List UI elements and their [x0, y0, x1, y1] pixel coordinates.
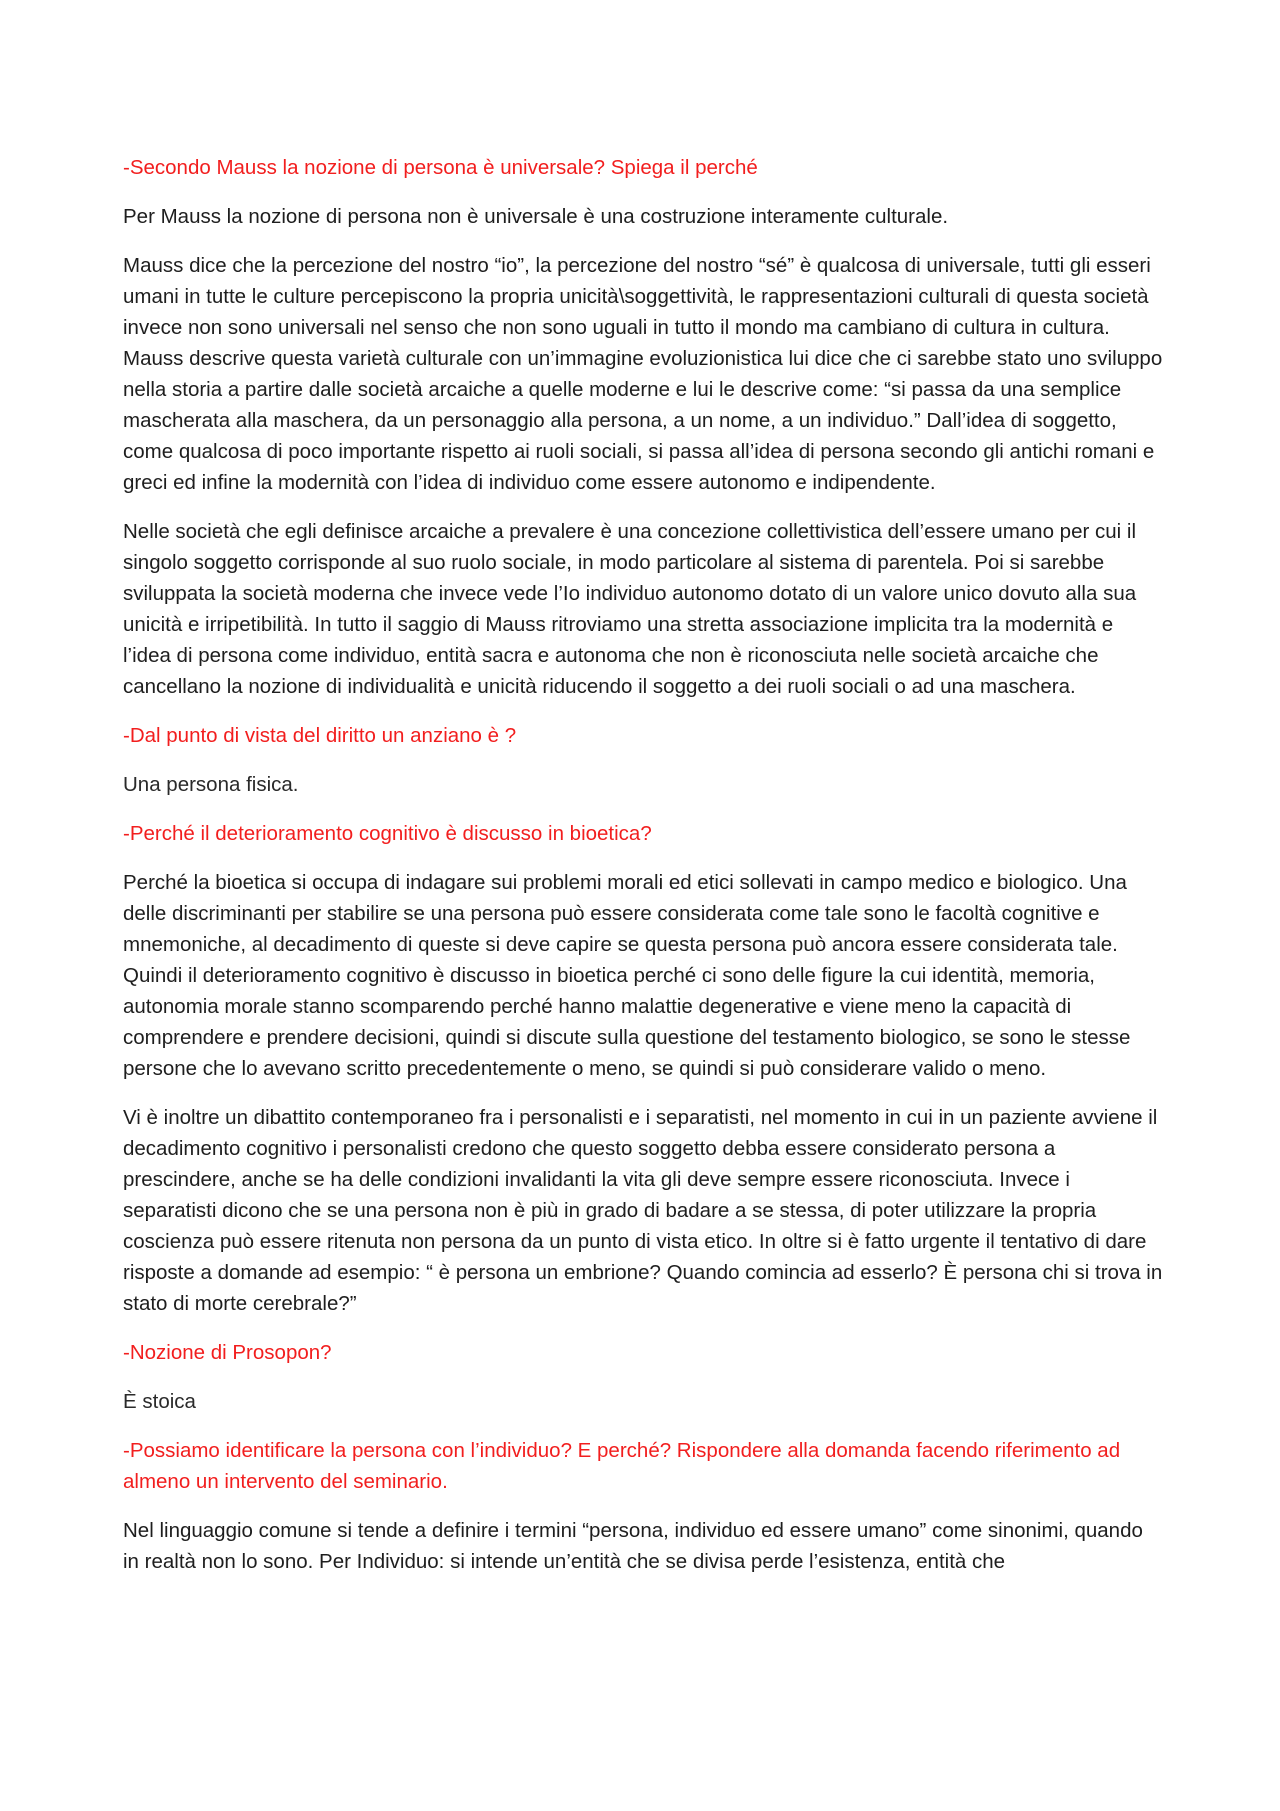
- answer-personalists-separatists: Vi è inoltre un dibattito contemporaneo fra i personalisti e i separatisti, nel momento in cui in un paziente avviene il decadimento cognitivo i personalisti credono che questo soggetto debba essere considerato persona a prescindere, anche se ha delle condizioni invalidanti la vita gli deve sempre essere riconosciuta. Invece i separatisti dicono che se una persona non è più in grado di badare a se stessa, di poter utilizzare la propria coscienza può essere ritenuta non persona da un punto di vista etico. In oltre si è fatto urgente il tentativo di dare risposte a domande ad esempio: “ è persona un embrione? Quando comincia ad esserlo? È persona chi si trova in stato di morte cerebrale?”: [123, 1106, 1163, 1315]
- question-elderly-law: -Dal punto di vista del diritto un anziano è ?: [123, 724, 517, 747]
- answer-mauss-summary: Per Mauss la nozione di persona non è universale è una costruzione interamente culturale.: [123, 205, 949, 228]
- answer-elderly-law: Una persona fisica.: [123, 773, 299, 796]
- question-cognitive-decline-bioethics: -Perché il deterioramento cognitivo è discusso in bioetica?: [123, 822, 652, 845]
- question-person-individual: -Possiamo identificare la persona con l’individuo? E perché? Rispondere alla domanda facendo riferimento ad almeno un intervento del seminario.: [123, 1439, 1121, 1493]
- answer-prosopon: È stoica: [123, 1390, 196, 1413]
- answer-person-individual: Nel linguaggio comune si tende a definire i termini “persona, individuo ed essere umano” come sinonimi, quando in realtà non lo sono. Per Individuo: si intende un’entità che se divisa perde l’esistenza, entità che: [123, 1519, 1143, 1573]
- answer-mauss-archaic-societies: Nelle società che egli definisce arcaiche a prevalere è una concezione collettivistica dell’essere umano per cui il singolo soggetto corrisponde al suo ruolo sociale, in modo particolare al sistema di parentela. Poi si sarebbe sviluppata la società moderna che invece vede l’Io individuo autonomo dotato di un valore unico dovuto alla sua unicità e irripetibilità. In tutto il saggio di Mauss ritroviamo una stretta associazione implicita tra la modernità e l’idea di persona come individuo, entità sacra e autonoma che non è riconosciuta nelle società arcaiche che cancellano la nozione di individualità e unicità riducendo il soggetto a dei ruoli sociali o ad una maschera.: [123, 520, 1137, 698]
- answer-mauss-perception: Mauss dice che la percezione del nostro “io”, la percezione del nostro “sé” è qualcosa di universale, tutti gli esseri umani in tutte le culture percepiscono la propria unicità\soggettività, le rappresentazioni culturali di questa società invece non sono universali nel senso che non sono uguali in tutto il mondo ma cambiano di cultura in cultura. Mauss descrive questa varietà culturale con un’immagine evoluzionistica lui dice che ci sarebbe stato uno sviluppo nella storia a partire dalle società arcaiche a quelle moderne e lui le descrive come: “si passa da una semplice mascherata alla maschera, da un personaggio alla persona, a un nome, a un individuo.” Dall’idea di soggetto, come qualcosa di poco importante rispetto ai ruoli sociali, si passa all’idea di persona secondo gli antichi romani e greci ed infine la modernità con l’idea di individuo come essere autonomo e indipendente.: [123, 254, 1163, 494]
- answer-cognitive-decline-bioethics: Perché la bioetica si occupa di indagare sui problemi morali ed etici sollevati in campo medico e biologico. Una delle discriminanti per stabilire se una persona può essere considerata come tale sono le facoltà cognitive e mnemoniche, al decadimento di queste si deve capire se questa persona può ancora essere considerata tale. Quindi il deterioramento cognitivo è discusso in bioetica perché ci sono delle figure la cui identità, memoria, autonomia morale stanno scomparendo perché hanno malattie degenerative e viene meno la capacità di comprendere e prendere decisioni, quindi si discute sulla questione del testamento biologico, se sono le stesse persone che lo avevano scritto precedentemente o meno, se quindi si può considerare valido o meno.: [123, 871, 1131, 1080]
- question-mauss-universal: -Secondo Mauss la nozione di persona è universale? Spiega il perché: [123, 156, 758, 179]
- document-body: [123, 152, 1163, 1595]
- question-prosopon: -Nozione di Prosopon?: [123, 1341, 332, 1364]
